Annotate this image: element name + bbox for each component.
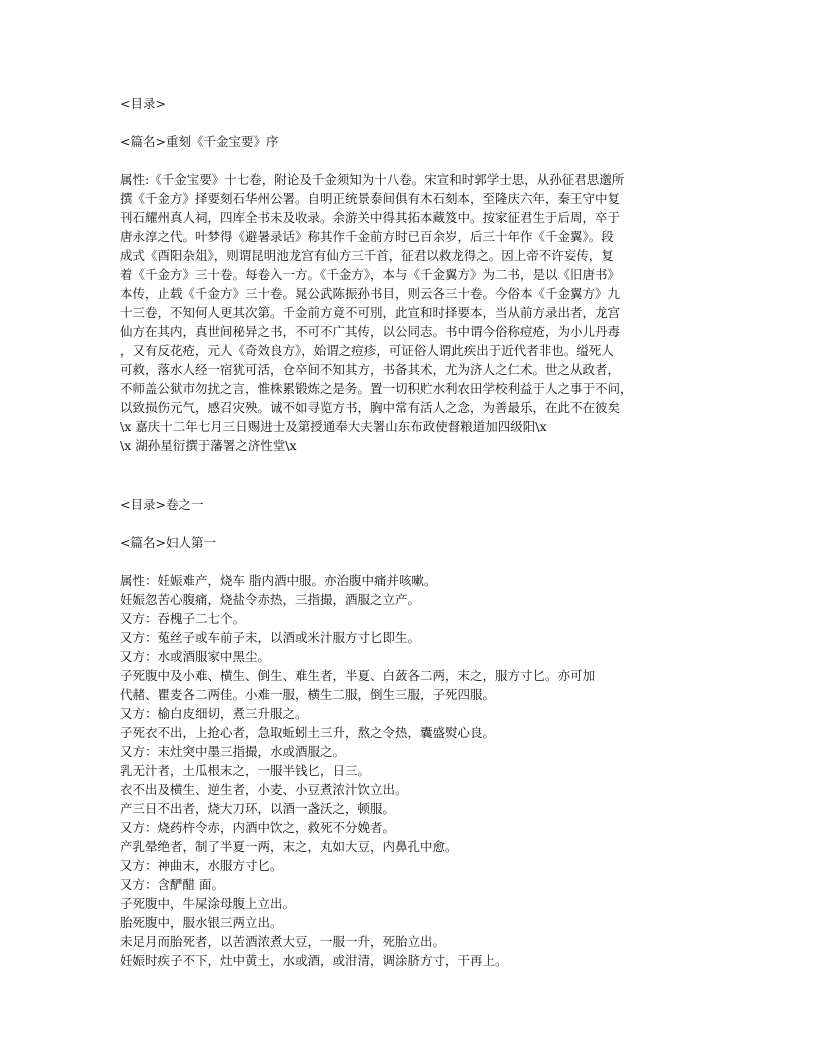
preface-line: 着《千金方》三十卷。每卷入一方。《千金方》，本与《千金翼方》为二书，是以《旧唐书》 [120,267,621,282]
preface-line: 以致损伤元气，感召灾殃。诚不如寻览方书，胸中常有活人之念，为善最乐，在此不在彼矣 [120,400,621,415]
recipe-line: 又方：水或酒服家中黑尘。 [120,649,271,664]
preface-line: 属性:《千金宝要》十七卷，附论及千金须知为十八卷。宋宣和时郭学士思，从孙征君思邈所 [120,172,625,187]
recipe-line: 妊娠忽苦心腹痛，烧盐令赤热，三指撮，酒服之立产。 [120,592,421,607]
recipe-line: 又方：末灶突中墨三指撮，水或酒服之。 [120,744,346,759]
recipe-line: 又方：神曲末，水服方寸匕。 [120,858,283,873]
chapter-title: <篇名>妇人第一 [120,535,216,550]
preface-line: 十三卷，不知何人更其次第。千金前方竟不可別，此宣和时择要本，当从前方录出者，龙宫 [120,305,621,320]
recipe-line: 又方：吞槐子二七个。 [120,611,246,626]
preface-line: ，又有反花疮，元人《奇效良方》，始谓之痘疹，可证俗人谓此疾出于近代者非也。缢死人 [120,343,614,358]
recipe-line: 胎死腹中，服水银三两立出。 [120,915,283,930]
recipe-line: 产乳晕绝者，制了半夏一两，末之，丸如大豆，内鼻孔中愈。 [120,839,458,854]
recipe-line: 子死腹中及小难、横生、倒生、难生者，半夏、白蔹各二两，末之，服方寸匕。亦可加 [120,668,596,683]
front-title-heading [120,132,720,151]
chapter-body [120,571,720,970]
preface-title: <篇名>重刻《千金宝要》序 [120,134,279,149]
chapter-catalog-heading [120,495,720,514]
chapter-title-heading [120,533,720,552]
preface-line: 可救，落水人经一宿犹可活，仓卒间不知其方，书备其术，尤为济人之仁术。世之从政者， [120,362,621,377]
preface-line: 唐永淳之代。叶梦得《避暑录话》称其作千金前方时已百余岁，后三十年作《千金翼》。段 [120,229,614,244]
catalog-label: <目录> [120,96,166,111]
recipe-line: 子死衣不出，上抢心者，急取蚯蚓土三升，熬之令热，囊盛熨心良。 [120,725,496,740]
catalog-label: <目录>卷之一 [120,497,204,512]
preface-line: \x 嘉庆十二年七月三日赐进士及第授通奉大夫署山东布政使督粮道加四级阳\x [120,419,547,434]
recipe-line: 属性：妊娠难产，烧车 脂内酒中服。亦治腹中痛并咳嗽。 [120,573,437,588]
preface-line: 撰《千金方》择要刻石华州公署。自明正统景泰间俱有木石刻本，至隆庆六年，秦王守中复 [120,191,621,206]
recipe-line: 代赭、瞿麦各二两佳。小难一服，横生二服，倒生三服，子死四服。 [120,687,496,702]
preface-line: \x 湖孙星衍撰于藩署之济性堂\x [120,438,297,453]
recipe-line: 乳无汁者，土瓜根末之，一服半钱匕，日三。 [120,763,371,778]
recipe-line: 产三日不出者，烧大刀环，以酒一盏沃之，顿服。 [120,801,396,816]
preface-line: 刊石耀州真人祠，四库全书未及收录。余游关中得其拓本藏笈中。按家征君生于后周，卒于 [120,210,621,225]
recipe-line: 未足月而胎死者，以苦酒浓煮大豆，一服一升，死胎立出。 [120,934,446,949]
recipe-line: 妊娠时疾子不下，灶中黄土，水或酒，或泔清，调涂脐方寸，干再上。 [120,953,508,968]
recipe-line: 子死腹中，牛屎涂母腹上立出。 [120,896,296,911]
preface-line: 仙方在其内，真世间秘异之书，不可不广其传，以公同志。书中谓今俗称痘疮，为小儿丹毒 [120,324,621,339]
front-catalog-heading [120,94,720,113]
recipe-line: 又方：烧药杵令赤，内酒中饮之，救死不分娩者。 [120,820,396,835]
recipe-line: 又方：菟丝子或车前子末，以酒或米汁服方寸匕即生。 [120,630,421,645]
preface-line: 不师盖公狱市勿扰之言，惟株累锻炼之是务。置一切积贮水利农田学校利益于人之事于不问， [120,381,633,396]
preface-body [120,170,720,455]
recipe-line: 衣不出及横生、逆生者，小麦、小豆煮浓汁饮立出。 [120,782,408,797]
preface-line: 本传，止载《千金方》三十卷。晁公武陈振孙书目，则云各三十卷。今俗本《千金翼方》九 [120,286,621,301]
recipe-line: 又方：含酽醋 面。 [120,877,224,892]
preface-line: 成式《酉阳杂俎》，则谓昆明池龙宫有仙方三千首，征君以救龙得之。因上帝不许妄传，复 [120,248,614,263]
recipe-line: 又方：榆白皮细切，煮三升服之。 [120,706,308,721]
